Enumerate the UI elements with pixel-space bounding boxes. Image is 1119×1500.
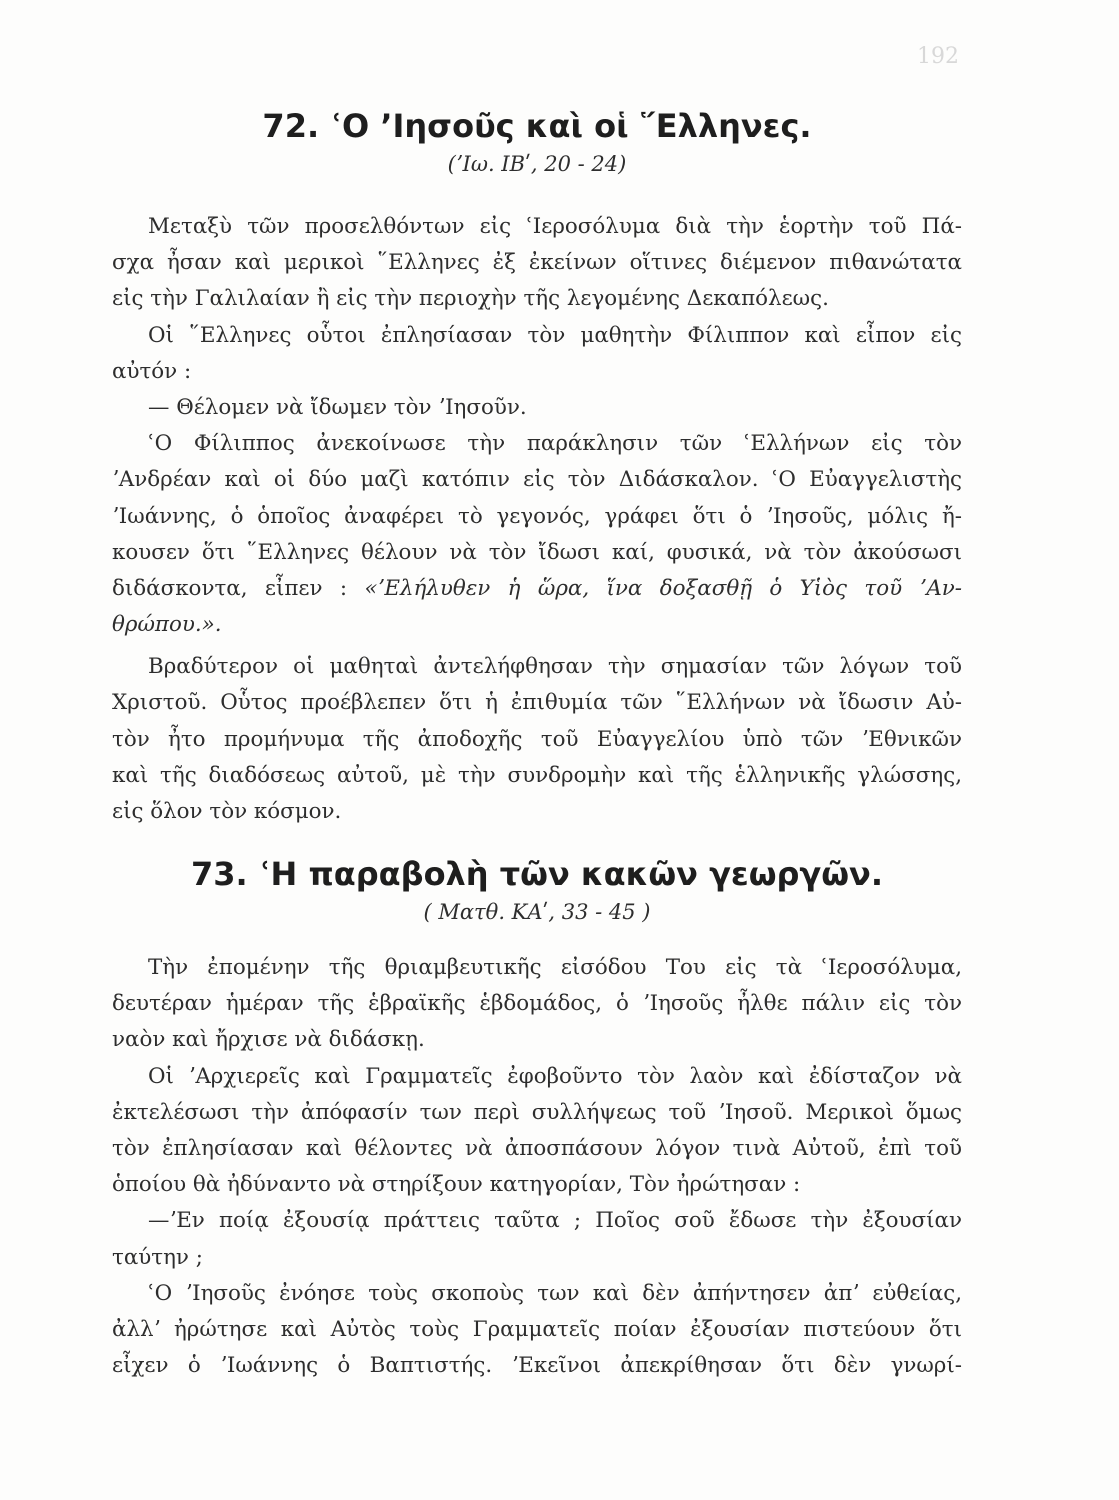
text-line: ʼΙωάννης, ὁ ὁποῖος ἀναφέρει τὸ γεγονός, γράφει ὅτι ὁ ʼΙησοῦς, μόλις ἤ- xyxy=(112,503,962,529)
text-line: τὸν ἦτο προμήνυμα τῆς ἀποδοχῆς τοῦ Εὐαγγελίου ὑπὸ τῶν ʼΕθνικῶν xyxy=(112,726,962,752)
text-line: ʼΑνδρέαν καὶ οἱ δύο μαζὶ κατόπιν εἰς τὸν Διδάσκαλον. ʿΟ Εὐαγγελιστὴς xyxy=(112,467,962,493)
text-line: δευτέραν ἡμέραν τῆς ἑβραϊκῆς ἑβδομάδος, ὁ ʼΙησοῦς ἦλθε πάλιν εἰς τὸν xyxy=(112,991,962,1017)
text-line: —ʼΕν ποίᾳ ἐξουσίᾳ πράττεις ταῦτα ; Ποῖος σοῦ ἔδωσε τὴν ἐξουσίαν xyxy=(148,1208,962,1234)
quote-prefix: διδάσκοντα, εἶπεν : xyxy=(112,575,365,601)
section-73 xyxy=(112,854,962,926)
text-line: εἰς ὅλον τὸν κόσμον. xyxy=(112,799,342,824)
text-line: Βραδύτερον οἱ μαθηταὶ ἀντελήφθησαν τὴν σημασίαν τῶν λόγων τοῦ xyxy=(148,654,962,680)
text-line: — Θέλομεν νὰ ἴδωμεν τὸν ʼΙησοῦν. xyxy=(148,394,527,420)
section-72-reference: (ʼΙω. ΙΒʹ, 20 - 24) xyxy=(447,152,627,176)
text-line: Χριστοῦ. Οὗτος προέβλεπεν ὅτι ἡ ἐπιθυμία τῶν ῞Ελλήνων νὰ ἴδωσιν Αὐ- xyxy=(112,690,962,716)
page-number: 192 xyxy=(917,44,959,69)
text-line: ἐκτελέσωσι τὴν ἀπόφασίν των περὶ συλλήψεως τοῦ ʼΙησοῦ. Μερικοὶ ὅμως xyxy=(112,1099,962,1125)
quote-line-end xyxy=(112,607,962,643)
section-72 xyxy=(112,106,962,178)
text-line: σχα ἦσαν καὶ μερικοὶ ῞Ελληνες ἐξ ἐκείνων οἵτινες διέμενον πιθανώτατα xyxy=(112,250,962,276)
text-line: ʿΟ ʼΙησοῦς ἐνόησε τοὺς σκοποὺς των καὶ δὲν ἀπήντησεν ἀπʼ εὐθείας, xyxy=(148,1280,962,1306)
text-line: ὁποίου θὰ ἠδύναντο νὰ στηρίξουν κατηγορίαν, Τὸν ἠρώτησαν : xyxy=(112,1172,801,1198)
text-line: ʿΟ Φίλιππος ἀνεκοίνωσε τὴν παράκλησιν τῶν ʿΕλλήνων εἰς τὸν xyxy=(148,431,962,457)
text-line: τὸν ἐπλησίασαν καὶ θέλοντες νὰ ἀποσπάσουν λόγον τινὰ Αὐτοῦ, ἐπὶ τοῦ xyxy=(112,1135,962,1161)
text-line: Μεταξὺ τῶν προσελθόντων εἰς ʿΙεροσόλυμα διὰ τὴν ἑορτὴν τοῦ Πά- xyxy=(148,214,962,239)
quote-text-end: θρώπου.». xyxy=(112,612,222,638)
quote-line xyxy=(112,571,962,607)
text-line: καὶ τῆς διαδόσεως αὐτοῦ, μὲ τὴν συνδρομὴν καὶ τῆς ἑλληνικῆς γλώσσης, xyxy=(112,762,962,788)
section-72-body xyxy=(112,209,962,830)
text-line: Οἱ ʼΑρχιερεῖς καὶ Γραμματεῖς ἐφοβοῦντο τὸν λαὸν καὶ ἐδίσταζον νὰ xyxy=(148,1063,962,1089)
text-line: εἰς τὴν Γαλιλαίαν ἢ εἰς τὴν περιοχὴν τῆς λεγομένης Δεκαπόλεως. xyxy=(112,286,829,312)
text-line: ταύτην ; xyxy=(112,1244,203,1270)
text-line: Οἱ ῞Ελληνες οὗτοι ἐπλησίασαν τὸν μαθητὴν Φίλιππον καὶ εἶπον εἰς xyxy=(148,322,962,348)
text-line: κουσεν ὅτι ῞Ελληνες θέλουν νὰ τὸν ἴδωσι καί, φυσικά, νὰ τὸν ἀκούσωσι xyxy=(112,539,962,565)
section-73-reference: ( Ματθ. ΚΑʹ, 33 - 45 ) xyxy=(423,900,651,924)
text-line: ναὸν καὶ ἤρχισε νὰ διδάσκῃ. xyxy=(112,1027,425,1053)
quote-text: «ʼΕλήλυθεν ἡ ὥρα, ἵνα δοξασθῇ ὁ Υἱὸς τοῦ ʼΑν- xyxy=(364,575,962,601)
text-line: ἀλλʼ ἠρώτησε καὶ Αὐτὸς τοὺς Γραμματεῖς ποίαν ἐξουσίαν πιστεύουν ὅτι xyxy=(112,1316,962,1342)
section-73-body xyxy=(112,950,962,1384)
text-line: αὐτόν : xyxy=(112,358,192,384)
section-73-title: 73. ʿΗ παραβολὴ τῶν κακῶν γεωργῶν. xyxy=(191,855,883,893)
text-line: Τὴν ἐπομένην τῆς θριαμβευτικῆς εἰσόδου Του εἰς τὰ ʿΙεροσόλυμα, xyxy=(148,955,962,980)
text-line: εἶχεν ὁ ʼΙωάννης ὁ Βαπτιστής. ʼΕκεῖνοι ἀπεκρίθησαν ὅτι δὲν γνωρί- xyxy=(112,1353,962,1379)
section-72-title: 72. ʿΟ ʼΙησοῦς καὶ οἱ ῞Ελληνες. xyxy=(262,107,812,145)
